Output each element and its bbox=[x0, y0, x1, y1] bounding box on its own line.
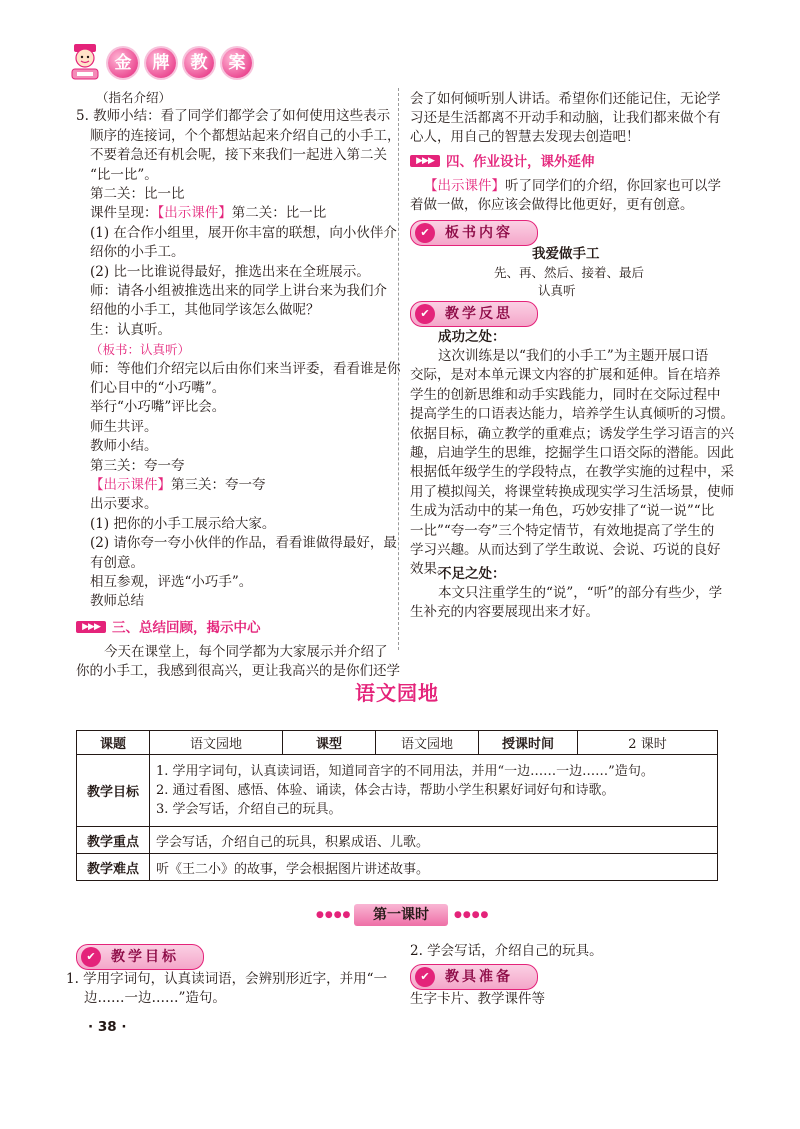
teaching-tools-ribbon: ✔ 教具准备 bbox=[410, 964, 538, 990]
success-line: 学习兴趣。从而达到了学生敢说、会说、巧说的良好 bbox=[410, 542, 721, 558]
cell-type-label: 课型 bbox=[283, 731, 376, 755]
success-line: 趣，启迪学生的思维，挖掘学生口语交际的潜能。因此 bbox=[410, 445, 734, 461]
left-line: 举行“小巧嘴”评比会。 bbox=[90, 399, 226, 416]
left-line: 师：等他们介绍完以后由你们来当评委，看看谁是你 bbox=[90, 360, 401, 377]
left-line: （指名介绍） bbox=[96, 90, 172, 105]
success-line: 提高学生的口语表达能力，培养学生认真倾听的习惯。 bbox=[410, 406, 734, 423]
success-line: 这次训练是以“我们的小手工”为主题开展口语 bbox=[438, 348, 709, 364]
left-line: 生：认真听。 bbox=[90, 321, 171, 338]
period-banner bbox=[316, 904, 490, 926]
table-row bbox=[77, 854, 718, 881]
cell-hard-label: 教学难点 bbox=[77, 854, 150, 881]
badge-icon: ✔ bbox=[81, 947, 101, 967]
right-top-line-1: 会了如何倾听别人讲话。希望你们还能记住，无论学 bbox=[410, 91, 721, 107]
shortcoming-label: 不足之处： bbox=[438, 566, 506, 582]
brand-char-2: 牌 bbox=[146, 48, 176, 78]
left-line: 5. 教师小结：看了同学们都学会了如何使用这些表示 bbox=[76, 108, 391, 125]
arrow-icon: ▶▶▶ bbox=[76, 621, 106, 633]
left-line: 【出示课件】第三关：夸一夸 bbox=[90, 477, 266, 493]
left-line: (2) 比一比谁说得最好，推选出来在全班展示。 bbox=[90, 263, 370, 280]
board-line-2: 认真听 bbox=[538, 283, 576, 298]
section-4-line-2: 着做一做，你应该会做得比他更好，更有创意。 bbox=[410, 197, 694, 213]
section-3-heading: ▶▶▶ 三、总结回顾，揭示中心 bbox=[76, 618, 261, 638]
left-line: 绍你的小手工。 bbox=[90, 244, 185, 261]
lesson-info-table bbox=[76, 730, 718, 881]
cell-key-label: 教学重点 bbox=[77, 827, 150, 854]
cell-topic: 语文园地 bbox=[150, 731, 283, 755]
cell-topic-label: 课题 bbox=[77, 731, 150, 755]
success-line: 一比”“夸一夸”三个特定情节，有效地提高了学生的 bbox=[410, 522, 715, 539]
success-line: 效果。 bbox=[410, 561, 451, 578]
cell-hard: 听《王二小》的故事，学会根据图片讲述故事。 bbox=[150, 854, 718, 881]
left-line: “比一比”。 bbox=[90, 166, 158, 183]
left-line: 顺序的连接词，个个都想站起来介绍自己的小手工， bbox=[90, 127, 401, 144]
left-line: 师：请各小组被推选出来的同学上讲台来为我们介 bbox=[90, 283, 387, 299]
teaching-goals-ribbon: ✔ 教学目标 bbox=[76, 944, 204, 970]
arrow-icon: ▶▶▶ bbox=[410, 155, 440, 167]
tools-line: 生字卡片、教学课件等 bbox=[410, 991, 545, 1007]
left-line: （板书：认真听） bbox=[90, 342, 191, 358]
cell-time: 2 课时 bbox=[578, 731, 718, 755]
success-line: 根据低年级学生的学段特点，在教学实施的过程中，采 bbox=[410, 464, 734, 481]
cell-time-label: 授课时间 bbox=[479, 731, 578, 755]
cell-key: 学会写话，介绍自己的玩具，积累成语、儿歌。 bbox=[150, 827, 718, 854]
success-line: 用了模拟闯关，将课堂转换成现实学习生活场景，使师 bbox=[410, 483, 734, 500]
goal-1: 1. 学用字词句，认真读词语，知道同音字的不同用法，并用“一边……一边……”造句。 bbox=[156, 764, 654, 779]
shortcoming-line-2: 生补充的内容要展现出来才好。 bbox=[410, 604, 599, 620]
right-top-line-3: 心人，用自己的智慧去发现去创造吧！ bbox=[410, 129, 640, 145]
section-3-line-1: 今天在课堂上，每个同学都为大家展示并介绍了 bbox=[104, 644, 388, 660]
left-line: 教师总结 bbox=[90, 593, 144, 610]
left-line: 不要着急还有机会呢，接下来我们一起进入第二关 bbox=[90, 147, 387, 164]
shortcoming-line-1: 本文只注重学生的“说”，“听”的部分有些少，学 bbox=[438, 585, 723, 601]
left-line: 课件呈现：【出示课件】第二关：比一比 bbox=[90, 205, 327, 222]
section-4-line-1: 【出示课件】听了同学们的介绍，你回家也可以学 bbox=[424, 178, 721, 194]
teaching-reflection-ribbon: ✔ 教学反思 bbox=[410, 301, 538, 327]
left-line: 师生共评。 bbox=[90, 418, 158, 435]
brand-char-4: 案 bbox=[222, 48, 252, 78]
success-line: 依据目标，确立教学的重难点；诱发学生学习语言的兴 bbox=[410, 425, 734, 442]
success-line: 生成为活动中的某一角色，巧妙安排了“说一说”“比 bbox=[410, 503, 715, 520]
left-line: 有创意。 bbox=[90, 554, 144, 571]
section-3-line-2: 你的小手工，我感到很高兴，更让我高兴的是你们还学 bbox=[76, 663, 400, 679]
board-content-ribbon: ✔ 板书内容 bbox=[410, 220, 538, 246]
dots-icon: ●●●● bbox=[316, 910, 352, 920]
mascot-icon bbox=[68, 42, 102, 82]
cell-type: 语文园地 bbox=[376, 731, 479, 755]
success-line: 学生的创新思维和动手实践能力，同时在交际过程中 bbox=[410, 386, 721, 403]
left-line: (1) 在合作小组里，展开你丰富的联想，向小伙伴介 bbox=[90, 224, 397, 241]
board-line-1: 先、再、然后、接着、最后 bbox=[494, 265, 645, 280]
badge-icon: ✔ bbox=[415, 967, 435, 987]
table-row bbox=[77, 827, 718, 854]
dots-icon: ●●●● bbox=[454, 910, 490, 920]
table-row bbox=[77, 731, 718, 755]
left-line: 相互参观，评选“小巧手”。 bbox=[90, 574, 253, 590]
board-title: 我爱做手工 bbox=[532, 246, 600, 262]
success-line: 交际，是对本单元课文内容的扩展和延伸。旨在培养 bbox=[410, 367, 721, 384]
period-label: 第一课时 bbox=[354, 904, 448, 926]
section-4-heading: ▶▶▶ 四、作业设计，课外延伸 bbox=[410, 152, 595, 172]
right-top-line-2: 习还是生活都离不开动手和动脑，让我们都来做个有 bbox=[410, 110, 721, 126]
left-line: 第二关：比一比 bbox=[90, 186, 185, 202]
brand-char-1: 金 bbox=[108, 48, 138, 78]
page-number: · 38 · bbox=[88, 1019, 127, 1035]
goals-left-line-2: 边……一边……”造句。 bbox=[84, 990, 226, 1006]
goal-2: 2. 通过看图、感悟、体验、诵读，体会古诗，帮助小学生积累好词好句和诗歌。 bbox=[156, 783, 615, 798]
goal-3: 3. 学会写话，介绍自己的玩具。 bbox=[156, 802, 342, 817]
table-row bbox=[77, 755, 718, 827]
left-line: (2) 请你夸一夸小伙伴的作品，看看谁做得最好，最 bbox=[90, 535, 397, 552]
left-line: 们心目中的“小巧嘴”。 bbox=[90, 380, 226, 396]
success-label: 成功之处： bbox=[438, 329, 506, 345]
brand-logo bbox=[68, 42, 268, 84]
lesson-title: 语文园地 bbox=[355, 681, 439, 705]
badge-icon: ✔ bbox=[415, 304, 435, 324]
brand-char-3: 教 bbox=[184, 48, 214, 78]
left-line: 教师小结。 bbox=[90, 438, 158, 455]
left-line: (1) 把你的小手工展示给大家。 bbox=[90, 515, 276, 532]
goals-left-line-1: 1. 学用字词句，认真读词语，会辨别形近字，并用“一 bbox=[66, 971, 388, 987]
cell-goals bbox=[150, 755, 718, 827]
left-line: 第三关：夸一夸 bbox=[90, 457, 185, 474]
left-line: 出示要求。 bbox=[90, 496, 158, 513]
badge-icon: ✔ bbox=[415, 223, 435, 243]
cell-goals-label: 教学目标 bbox=[77, 755, 150, 827]
goals-right-line-1: 2. 学会写话，介绍自己的玩具。 bbox=[410, 943, 603, 959]
left-line: 绍他的小手工，其他同学该怎么做呢？ bbox=[90, 302, 320, 319]
